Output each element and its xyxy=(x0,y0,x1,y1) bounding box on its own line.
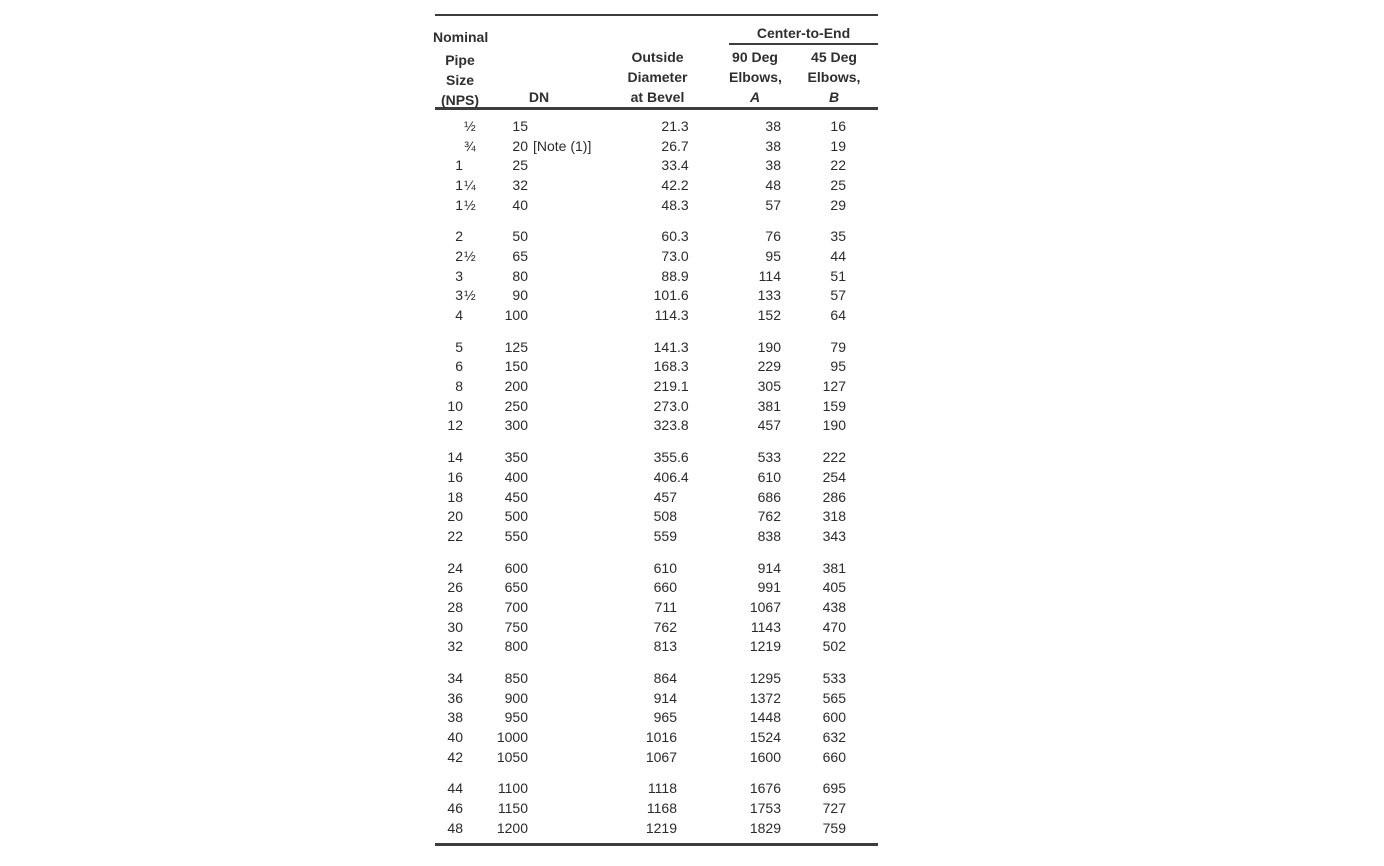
elbow-90-cell: 1676 xyxy=(749,780,781,797)
od-int-cell: 559 xyxy=(653,527,677,544)
header-90deg-elbows xyxy=(729,47,781,107)
elbow-90-cell: 1372 xyxy=(749,689,781,706)
nps-int-cell: 14 xyxy=(447,449,463,466)
nps-int-cell: 3 xyxy=(455,267,463,284)
elbow-45-cell: 405 xyxy=(822,579,846,596)
header-od-line: at Bevel xyxy=(630,89,685,105)
header-dn-label: DN xyxy=(528,89,550,105)
elbow-45-cell: 16 xyxy=(830,117,846,134)
elbow-90-cell: 38 xyxy=(765,137,781,154)
elbow-90-cell: 152 xyxy=(757,307,781,324)
table-row xyxy=(435,266,878,286)
elbow-45-cell: 727 xyxy=(822,800,846,817)
dn-cell: 500 xyxy=(504,508,528,525)
table-row xyxy=(435,376,878,396)
dn-cell: 90 xyxy=(512,287,528,304)
dn-cell: 25 xyxy=(512,157,528,174)
table-row xyxy=(435,175,878,195)
od-dec-cell: .6 xyxy=(677,449,689,466)
od-int-cell: 42 xyxy=(661,176,677,193)
nps-int-cell: 2 xyxy=(455,247,463,264)
nps-int-cell: 20 xyxy=(447,508,463,525)
elbow-45-cell: 600 xyxy=(822,709,846,726)
dn-cell: 800 xyxy=(504,638,528,655)
table-row xyxy=(435,357,878,377)
dn-cell: 550 xyxy=(504,527,528,544)
dn-cell: 32 xyxy=(512,176,528,193)
dn-cell: 1200 xyxy=(496,819,528,836)
table-row xyxy=(435,688,878,708)
elbow-45-cell: 22 xyxy=(830,157,846,174)
nps-frac-cell: ½ xyxy=(464,117,476,134)
header-45deg-line: Elbows, xyxy=(807,69,861,85)
header-nps-line: Size xyxy=(445,72,474,88)
nps-int-cell: 42 xyxy=(447,748,463,765)
header-od-line: Outside xyxy=(631,49,684,65)
nps-int-cell: 44 xyxy=(447,780,463,797)
od-int-cell: 711 xyxy=(654,598,677,615)
table-row xyxy=(435,818,878,838)
table-row xyxy=(435,337,878,357)
dn-cell: 250 xyxy=(504,397,528,414)
nps-int-cell: 2 xyxy=(455,228,463,245)
nps-int-cell: 48 xyxy=(447,819,463,836)
elbow-90-cell: 133 xyxy=(757,287,781,304)
od-dec-cell: .8 xyxy=(677,417,689,434)
nps-int-cell: 1 xyxy=(455,196,463,213)
od-int-cell: 168 xyxy=(653,358,677,375)
table-row xyxy=(435,416,878,436)
header-45deg-line: 45 Deg xyxy=(811,49,857,65)
dn-cell: 125 xyxy=(504,338,528,355)
dn-cell: 650 xyxy=(504,579,528,596)
row-group xyxy=(435,779,878,838)
nps-int-cell: 16 xyxy=(447,468,463,485)
elbow-45-cell: 51 xyxy=(830,267,846,284)
elbow-90-cell: 762 xyxy=(757,508,781,525)
nps-int-cell: 22 xyxy=(447,527,463,544)
row-group xyxy=(435,116,878,214)
table-row xyxy=(435,727,878,747)
od-int-cell: 60 xyxy=(661,228,677,245)
od-dec-cell: .3 xyxy=(677,228,689,245)
od-dec-cell: .3 xyxy=(677,196,689,213)
table-row xyxy=(435,506,878,526)
elbow-45-cell: 44 xyxy=(830,247,846,264)
od-int-cell: 1067 xyxy=(645,748,677,765)
od-int-cell: 610 xyxy=(653,559,677,576)
elbow-90-cell: 1448 xyxy=(749,709,781,726)
table-row xyxy=(435,487,878,507)
dn-cell: 50 xyxy=(512,228,528,245)
elbow-45-cell: 438 xyxy=(822,598,846,615)
elbow-45-cell: 57 xyxy=(830,287,846,304)
elbow-90-cell: 991 xyxy=(757,579,781,596)
row-group xyxy=(435,226,878,324)
nps-int-cell: 24 xyxy=(447,559,463,576)
od-dec-cell: .3 xyxy=(677,307,689,324)
table-row xyxy=(435,467,878,487)
table-row xyxy=(435,617,878,637)
elbow-90-cell: 1143 xyxy=(750,618,781,635)
dn-note-cell: [Note (1)] xyxy=(533,137,592,154)
table-row xyxy=(435,447,878,467)
od-int-cell: 1168 xyxy=(646,800,677,817)
nps-int-cell: 12 xyxy=(447,417,463,434)
nps-frac-cell: ¼ xyxy=(464,176,476,193)
row-group xyxy=(435,337,878,435)
elbow-45-cell: 127 xyxy=(822,378,846,395)
od-int-cell: 965 xyxy=(653,709,677,726)
od-int-cell: 1118 xyxy=(647,780,677,797)
table-row xyxy=(435,597,878,617)
od-int-cell: 457 xyxy=(653,488,677,505)
od-int-cell: 273 xyxy=(653,397,677,414)
header-45deg-symbol: B xyxy=(828,89,840,105)
dn-cell: 150 xyxy=(504,358,528,375)
elbow-90-cell: 190 xyxy=(757,338,781,355)
nps-int-cell: 46 xyxy=(447,800,463,817)
header-nps-line: (NPS) xyxy=(440,92,480,108)
od-dec-cell: .9 xyxy=(677,267,689,284)
od-int-cell: 914 xyxy=(653,689,677,706)
od-dec-cell: .3 xyxy=(677,358,689,375)
elbow-45-cell: 64 xyxy=(830,307,846,324)
elbow-45-cell: 502 xyxy=(822,638,846,655)
nps-frac-cell: ¾ xyxy=(464,137,476,154)
nps-int-cell: 40 xyxy=(447,729,463,746)
table-header xyxy=(435,16,878,107)
table-row xyxy=(435,226,878,246)
od-int-cell: 1016 xyxy=(645,729,677,746)
row-group xyxy=(435,447,878,545)
elbow-90-cell: 1524 xyxy=(749,729,781,746)
elbow-45-cell: 533 xyxy=(822,670,846,687)
table-row xyxy=(435,116,878,136)
nps-int-cell: 36 xyxy=(447,689,463,706)
table-body xyxy=(435,110,878,843)
od-int-cell: 21 xyxy=(661,117,677,134)
nps-int-cell: 3 xyxy=(455,287,463,304)
elbow-90-cell: 229 xyxy=(757,358,781,375)
dn-cell: 850 xyxy=(504,670,528,687)
elbow-90-cell: 1067 xyxy=(749,598,781,615)
elbow-90-cell: 1295 xyxy=(749,670,781,687)
dn-cell: 600 xyxy=(504,559,528,576)
elbow-45-cell: 695 xyxy=(822,780,846,797)
nps-int-cell: 6 xyxy=(455,358,463,375)
od-int-cell: 48 xyxy=(661,196,677,213)
elbow-90-cell: 686 xyxy=(757,488,781,505)
od-dec-cell: .0 xyxy=(677,397,689,414)
od-int-cell: 813 xyxy=(653,638,677,655)
nps-int-cell: 1 xyxy=(455,157,463,174)
header-90deg-line: Elbows, xyxy=(729,69,782,85)
table-row xyxy=(435,798,878,818)
od-int-cell: 355 xyxy=(653,449,677,466)
dn-cell: 80 xyxy=(512,267,528,284)
od-dec-cell: .6 xyxy=(677,287,689,304)
nps-int-cell: 28 xyxy=(447,598,463,615)
elbow-45-cell: 286 xyxy=(822,488,846,505)
header-nps-line: Nominal xyxy=(433,29,489,45)
dn-cell: 700 xyxy=(504,598,528,615)
od-int-cell: 33 xyxy=(661,157,677,174)
elbow-45-cell: 25 xyxy=(830,176,846,193)
nps-int-cell: 18 xyxy=(447,488,463,505)
dn-cell: 200 xyxy=(504,378,528,395)
elbow-90-cell: 1219 xyxy=(749,638,781,655)
od-int-cell: 101 xyxy=(653,287,677,304)
table-row xyxy=(435,526,878,546)
dn-cell: 15 xyxy=(512,117,528,134)
elbow-45-cell: 318 xyxy=(822,508,846,525)
elbow-90-cell: 95 xyxy=(765,247,781,264)
nps-int-cell: 34 xyxy=(447,670,463,687)
od-dec-cell: .7 xyxy=(677,137,689,154)
nps-int-cell: 30 xyxy=(447,618,463,635)
table-row xyxy=(435,577,878,597)
dn-cell: 300 xyxy=(504,417,528,434)
dn-cell: 950 xyxy=(504,709,528,726)
elbow-90-cell: 1600 xyxy=(749,748,781,765)
row-group xyxy=(435,668,878,766)
dn-cell: 400 xyxy=(504,468,528,485)
elbow-90-cell: 838 xyxy=(757,527,781,544)
dn-cell: 750 xyxy=(504,618,528,635)
row-group xyxy=(435,558,878,656)
table-row xyxy=(435,305,878,325)
elbow-45-cell: 632 xyxy=(822,729,846,746)
nps-int-cell: 32 xyxy=(447,638,463,655)
elbow-90-cell: 1753 xyxy=(749,800,781,817)
table-row xyxy=(435,195,878,215)
dn-cell: 1050 xyxy=(496,748,528,765)
od-dec-cell: .2 xyxy=(677,176,689,193)
elbow-90-cell: 57 xyxy=(765,196,781,213)
header-nps xyxy=(433,27,487,110)
table-row xyxy=(435,558,878,578)
table-row xyxy=(435,708,878,728)
od-dec-cell: .1 xyxy=(677,378,689,395)
od-int-cell: 406 xyxy=(653,468,677,485)
elbow-90-cell: 610 xyxy=(757,468,781,485)
table-row xyxy=(435,747,878,767)
nps-frac-cell: ½ xyxy=(464,247,476,264)
dn-cell: 20 xyxy=(512,137,528,154)
dn-cell: 900 xyxy=(504,689,528,706)
nps-int-cell: 10 xyxy=(447,397,463,414)
od-dec-cell: .3 xyxy=(677,338,689,355)
table-row xyxy=(435,155,878,175)
elbow-45-cell: 470 xyxy=(822,618,846,635)
header-outside-diameter xyxy=(615,47,700,107)
od-int-cell: 1219 xyxy=(645,819,677,836)
elbow-45-cell: 660 xyxy=(822,748,846,765)
od-int-cell: 864 xyxy=(653,670,677,687)
nps-frac-cell: ½ xyxy=(464,196,476,213)
nps-int-cell: 1 xyxy=(455,176,463,193)
dn-cell: 450 xyxy=(504,488,528,505)
elbow-45-cell: 35 xyxy=(830,228,846,245)
elbow-90-cell: 114 xyxy=(758,267,781,284)
elbow-90-cell: 305 xyxy=(757,378,781,395)
table-row xyxy=(435,637,878,657)
elbow-45-cell: 381 xyxy=(822,559,846,576)
header-od-line: Diameter xyxy=(627,69,688,85)
od-dec-cell: .4 xyxy=(677,468,689,485)
header-nps-line: Pipe xyxy=(445,52,475,68)
od-dec-cell: .0 xyxy=(677,247,689,264)
dn-cell: 1150 xyxy=(497,800,528,817)
od-int-cell: 762 xyxy=(653,618,677,635)
table-row xyxy=(435,286,878,306)
elbow-45-cell: 343 xyxy=(822,527,846,544)
elbow-45-cell: 565 xyxy=(822,689,846,706)
nps-int-cell: 4 xyxy=(455,307,463,324)
od-int-cell: 323 xyxy=(653,417,677,434)
elbow-90-cell: 48 xyxy=(765,176,781,193)
center-to-end-underline xyxy=(729,43,878,45)
table-row xyxy=(435,779,878,799)
elbow-45-cell: 759 xyxy=(822,819,846,836)
nps-int-cell: 26 xyxy=(447,579,463,596)
elbow-90-cell: 533 xyxy=(757,449,781,466)
table-row xyxy=(435,396,878,416)
od-dec-cell: .4 xyxy=(677,157,689,174)
od-int-cell: 219 xyxy=(653,378,677,395)
elbow-90-cell: 381 xyxy=(757,397,781,414)
od-int-cell: 26 xyxy=(661,137,677,154)
nps-frac-cell: ½ xyxy=(464,287,476,304)
elbow-45-cell: 222 xyxy=(822,449,846,466)
table-bottom-rule xyxy=(435,843,878,846)
dn-cell: 1000 xyxy=(496,729,528,746)
nps-int-cell: 5 xyxy=(455,338,463,355)
nps-int-cell: 38 xyxy=(447,709,463,726)
od-int-cell: 73 xyxy=(661,247,677,264)
dn-cell: 100 xyxy=(504,307,528,324)
elbow-45-cell: 159 xyxy=(822,397,846,414)
elbow-45-cell: 95 xyxy=(830,358,846,375)
elbow-90-cell: 76 xyxy=(765,228,781,245)
header-center-to-end-spanner: Center-to-End xyxy=(756,25,851,41)
table-row xyxy=(435,246,878,266)
elbow-90-cell: 38 xyxy=(765,157,781,174)
elbow-45-cell: 29 xyxy=(830,196,846,213)
elbow-90-cell: 38 xyxy=(765,117,781,134)
nps-int-cell: 8 xyxy=(455,378,463,395)
od-int-cell: 141 xyxy=(653,338,677,355)
dn-cell: 40 xyxy=(512,196,528,213)
elbow-45-cell: 19 xyxy=(830,137,846,154)
header-45deg-elbows xyxy=(790,47,878,107)
elbow-45-cell: 254 xyxy=(822,468,846,485)
dn-cell: 1100 xyxy=(497,780,528,797)
header-90deg-symbol: A xyxy=(749,89,761,105)
elbow-90-cell: 457 xyxy=(757,417,781,434)
elbow-90-cell: 914 xyxy=(757,559,781,576)
elbow-45-cell: 79 xyxy=(830,338,846,355)
table-row xyxy=(435,136,878,156)
table-row xyxy=(435,668,878,688)
od-int-cell: 660 xyxy=(653,579,677,596)
dn-cell: 65 xyxy=(512,247,528,264)
od-int-cell: 114 xyxy=(654,307,677,324)
dn-cell: 350 xyxy=(504,449,528,466)
pipe-dimensions-table xyxy=(435,14,878,846)
header-dn xyxy=(524,87,554,107)
od-dec-cell: .3 xyxy=(677,117,689,134)
header-90deg-line: 90 Deg xyxy=(732,49,778,65)
elbow-45-cell: 190 xyxy=(822,417,846,434)
elbow-90-cell: 1829 xyxy=(749,819,781,836)
od-int-cell: 508 xyxy=(653,508,677,525)
od-int-cell: 88 xyxy=(661,267,677,284)
